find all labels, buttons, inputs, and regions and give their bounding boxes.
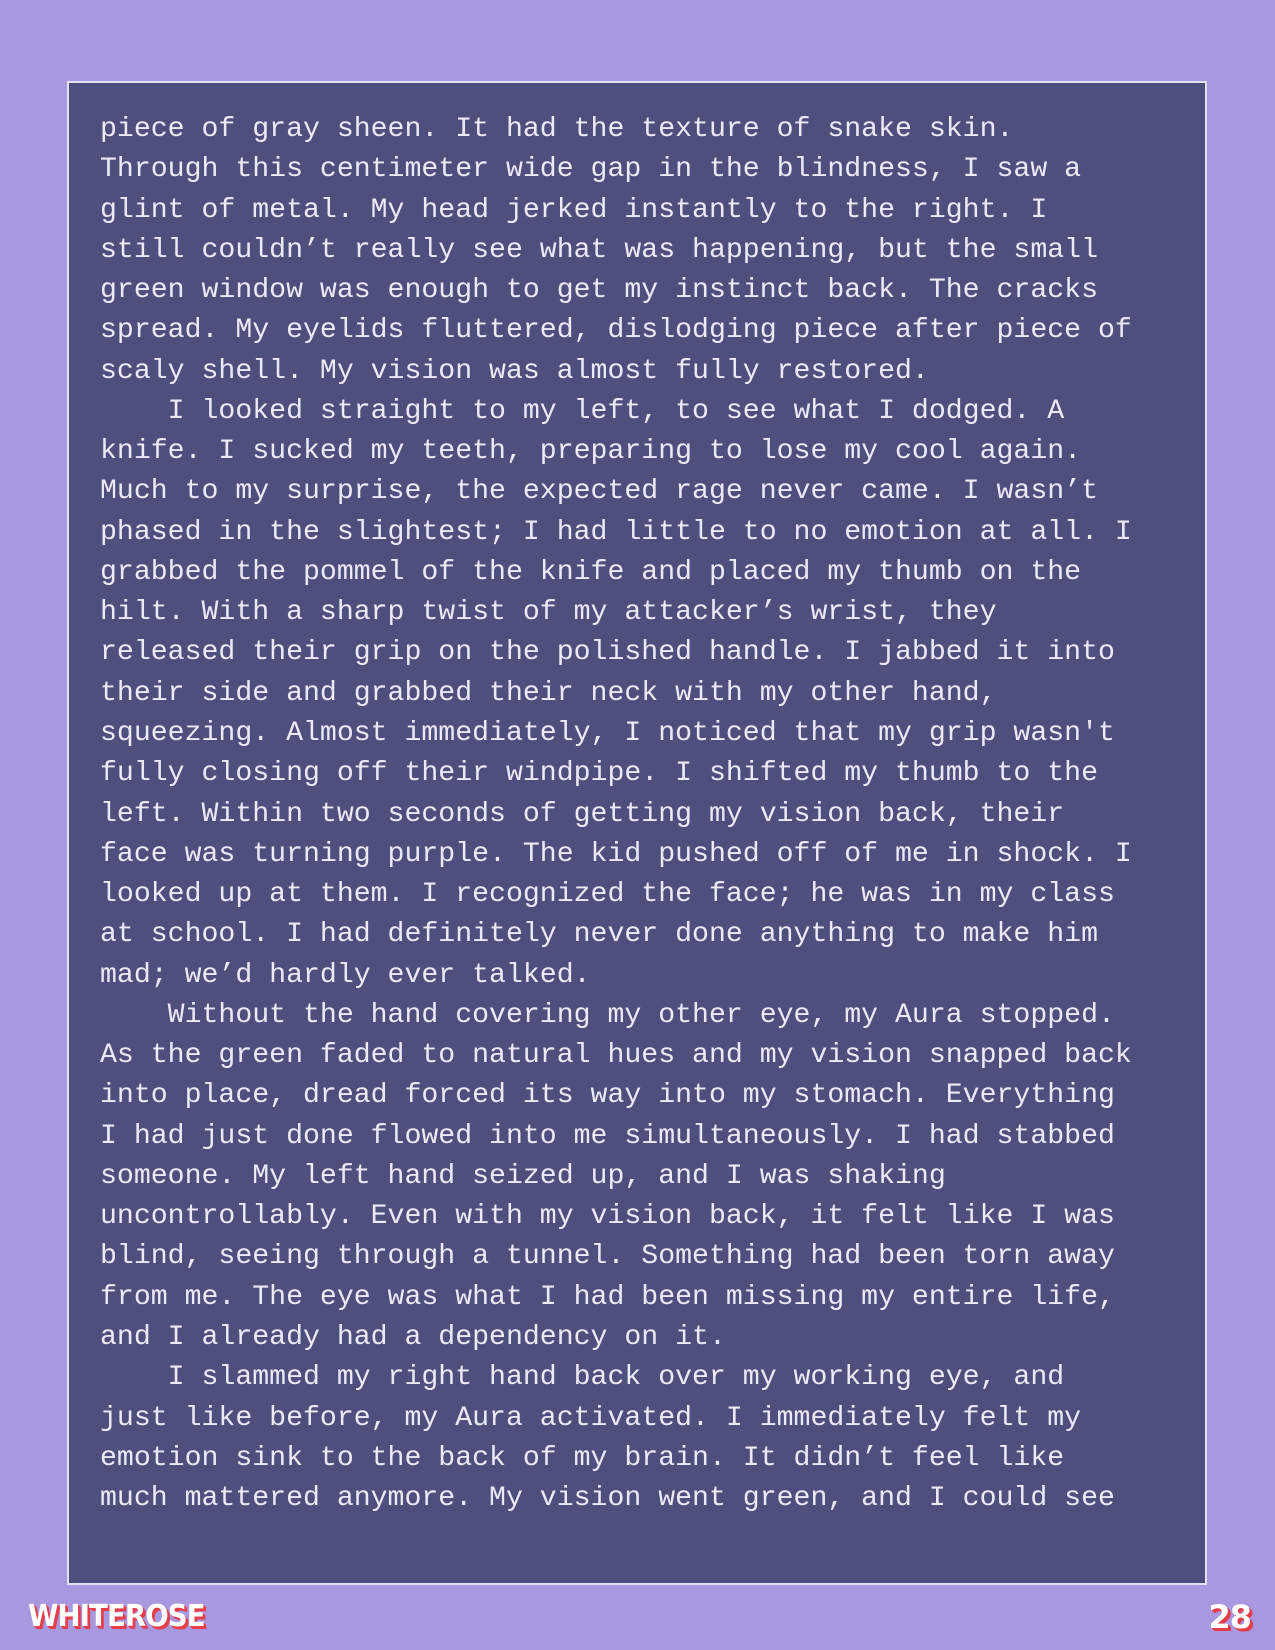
text-line: scaly shell. My vision was almost fully restored. xyxy=(100,355,929,387)
text-line: much mattered anymore. My vision went green, and I could see xyxy=(100,1483,1115,1515)
text-line: I looked straight to my left, to see what I dodged. A xyxy=(100,395,1065,427)
text-line: phased in the slightest; I had little to no emotion at all. I xyxy=(100,516,1132,548)
text-line: hilt. With a sharp twist of my attacker’s wrist, they xyxy=(100,597,997,629)
text-line: uncontrollably. Even with my vision back, it felt like I was xyxy=(100,1201,1115,1233)
text-line: I slammed my right hand back over my working eye, and xyxy=(100,1362,1065,1394)
text-line: from me. The eye was what I had been missing my entire life, xyxy=(100,1281,1115,1313)
text-line: blind, seeing through a tunnel. Something had been torn away xyxy=(100,1241,1115,1273)
text-line: As the green faded to natural hues and my vision snapped back xyxy=(100,1040,1132,1072)
text-line: looked up at them. I recognized the face; he was in my class xyxy=(100,879,1115,911)
text-panel xyxy=(67,81,1207,1585)
text-line: I had just done flowed into me simultaneously. I had stabbed xyxy=(100,1120,1115,1152)
page-number: 28 xyxy=(1208,1598,1251,1636)
brand-logo: WHITEROSE xyxy=(28,1599,205,1634)
story-text xyxy=(100,110,1200,1519)
text-line: piece of gray sheen. It had the texture of snake skin. xyxy=(100,114,1014,145)
text-line: fully closing off their windpipe. I shifted my thumb to the xyxy=(100,758,1098,790)
text-line: mad; we’d hardly ever talked. xyxy=(100,959,591,991)
text-line: green window was enough to get my instinct back. The cracks xyxy=(100,275,1098,307)
text-line: just like before, my Aura activated. I immediately felt my xyxy=(100,1402,1082,1434)
text-line: released their grip on the polished handle. I jabbed it into xyxy=(100,637,1115,669)
text-line: and I already had a dependency on it. xyxy=(100,1321,726,1353)
text-line: into place, dread forced its way into my stomach. Everything xyxy=(100,1080,1115,1112)
text-line: at school. I had definitely never done anything to make him xyxy=(100,919,1098,951)
text-line: glint of metal. My head jerked instantly to the right. I xyxy=(100,194,1048,226)
text-line: Much to my surprise, the expected rage never came. I wasn’t xyxy=(100,476,1098,508)
text-line: knife. I sucked my teeth, preparing to lose my cool again. xyxy=(100,436,1082,468)
text-line: left. Within two seconds of getting my vision back, their xyxy=(100,798,1065,830)
text-line: grabbed the pommel of the knife and placed my thumb on the xyxy=(100,556,1082,588)
text-line: Through this centimeter wide gap in the blindness, I saw a xyxy=(100,154,1082,186)
text-line: still couldn’t really see what was happening, but the small xyxy=(100,234,1098,266)
text-line: squeezing. Almost immediately, I noticed that my grip wasn't xyxy=(100,717,1115,749)
text-line: someone. My left hand seized up, and I was shaking xyxy=(100,1160,946,1192)
text-line: Without the hand covering my other eye, my Aura stopped. xyxy=(100,999,1115,1031)
text-line: face was turning purple. The kid pushed off of me in shock. I xyxy=(100,838,1132,870)
text-line: their side and grabbed their neck with my other hand, xyxy=(100,677,997,709)
text-line: emotion sink to the back of my brain. It didn’t feel like xyxy=(100,1442,1065,1474)
text-line: spread. My eyelids fluttered, dislodging piece after piece of xyxy=(100,315,1132,347)
